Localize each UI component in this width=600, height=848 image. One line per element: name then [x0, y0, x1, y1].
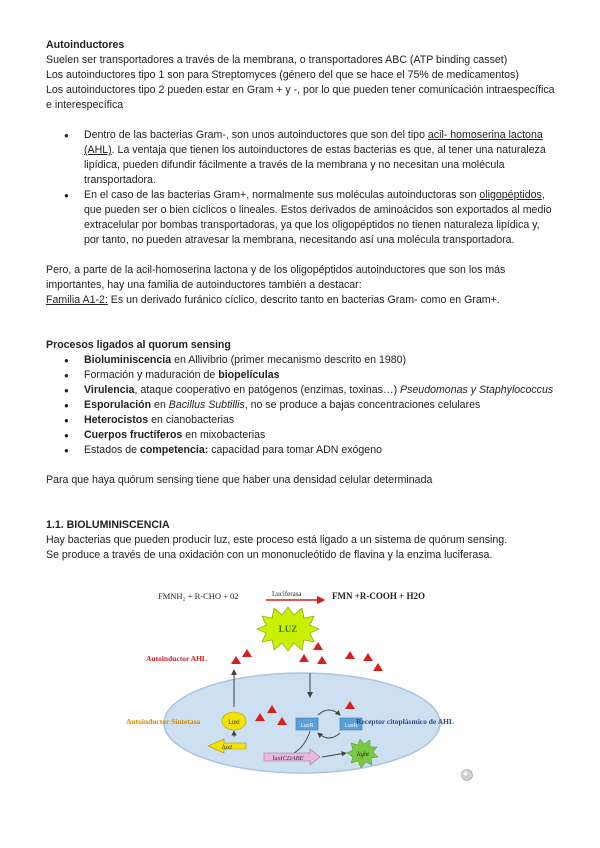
familia-a12: Familia A1-2: Es un derivado furánico cíclico, descrito tanto en bacterias Gram- como en Gram+. [46, 294, 500, 306]
sintetasa-label: Autoinductor Sintetasa [126, 717, 201, 726]
oligopeptidos-link: oligopéptidos [479, 189, 542, 201]
autoinductores-heading: Autoinductores [46, 39, 125, 51]
ahl-triangle [373, 663, 383, 671]
ahl-triangle [231, 656, 241, 664]
autoinductores-line-2: Los autoinductores tipo 1 son para Streptomyces (género del que se hace el 75% de medicamentos) [46, 69, 519, 81]
enzyme-label: Luciferasa [272, 590, 302, 598]
sphere-icon [462, 770, 473, 781]
proceso-biopeliculas: ● Formación y maduración de biopelículas [84, 368, 556, 383]
ahl-triangle [242, 649, 252, 657]
receptor-label: Receptor citoplásmico de AHL [356, 717, 454, 726]
luz-label: LUZ [278, 624, 298, 634]
reaction-left: FMNH₂ + R-CHO + 02 [158, 591, 239, 601]
quorum-sensing-figure [124, 587, 480, 787]
proceso-esporulacion: ● Esporulación en Bacillus Subtillis, no se produce a bajas concentraciones celulares [84, 398, 556, 413]
procesos-heading: Procesos ligados al quorum sensing [46, 339, 231, 351]
figure-svg [124, 587, 480, 787]
sphere-highlight [464, 772, 468, 776]
ahl-triangle [345, 651, 355, 659]
proceso-heterocistos: ● Heterocistos en cianobacterias [84, 413, 556, 428]
ahl-triangle [299, 654, 309, 662]
autoinductores-line-3: Los autoinductores tipo 2 pueden estar en Gram + y -, por lo que pueden tener comunicación intraespecífica e interespecífica [46, 84, 555, 111]
ahl-triangle [317, 656, 327, 664]
procesos-after: Para que haya quórum sensing tiene que haber una densidad celular determinada [46, 474, 433, 486]
proceso-competencia: ● Estados de competencia: capacidad para tomar ADN exógeno [84, 443, 556, 458]
bullet-gram-negative: ● Dentro de las bacterias Gram-, son unos autoinductores que son del tipo acil- homoserina lactona (AHL). La ventaja que tienen los autoinductores de estas bacterias es que, al tener una naturaleza lipídica, pueden difundir fácilmente a través de la membrana y no necesitan una molécula transportadora. [84, 128, 556, 188]
procesos-list [46, 353, 556, 458]
proceso-cuerpos-fructiferos: ● Cuerpos fructíferos en mixobacterias [84, 428, 556, 443]
luxi-protein-label: LuxI [228, 720, 240, 726]
operon-label: luxICDABE [272, 755, 304, 762]
familia-label: Familia A1-2: [46, 294, 108, 306]
proceso-bioluminiscencia: ● Bioluminiscencia en Allivibrio (primer mecanismo descrito en 1980) [84, 353, 556, 368]
bioluminiscencia-heading: 1.1. BIOLUMINISCENCIA [46, 519, 170, 531]
light-label: light [357, 751, 369, 758]
luxi-gene-label: luxI [221, 744, 233, 751]
autoinductor-label: Autoinductor AHL [146, 654, 207, 663]
luxr-label: LuxR [300, 723, 314, 729]
ahl-triangle [313, 642, 323, 650]
bioluminiscencia-line-1: Hay bacterias que pueden producir luz, este proceso está ligado a un sistema de quórum sensing. [46, 534, 508, 546]
proceso-virulencia: ● Virulencia, ataque cooperativo en patógenos (enzimas, toxinas…) Pseudomonas y Staphylococcus [84, 383, 556, 398]
luxr-label: LuxR [344, 723, 358, 729]
bullet-gram-positive: ● En el caso de las bacterias Gram+, normalmente sus moléculas autoinductoras son oligopéptidos, que pueden ser o bien cíclicos o lineales. Estos derivados de aminoácidos son exportados al medio extracelular por bombas transportadoras, ya que los oligopéptidos no tienen naturaleza lipídica y, por tanto, no pueden atravesar la membrana, necesitando así una molécula transportadora. [84, 188, 556, 248]
autoinductores-after: Pero, a parte de la acil-homoserina lactona y de los oligopéptidos autoinductores que son los más importantes, hay una familia de autoinductores también a destacar: [46, 264, 506, 291]
document-page [46, 38, 556, 563]
ahl-link: acil- homoserina lactona (AHL) [84, 129, 543, 156]
bioluminiscencia-line-2: Se produce a través de una oxidación con un mononucleótido de flavina y la enzima luciferasa. [46, 549, 493, 561]
autoinductores-bullet-list [46, 128, 556, 248]
reaction-right: FMN +R-COOH + H2O [332, 591, 425, 601]
ahl-triangle [363, 653, 373, 661]
autoinductores-line-1: Suelen ser transportadores a través de la membrana, o transportadores ABC (ATP binding casset) [46, 54, 508, 66]
